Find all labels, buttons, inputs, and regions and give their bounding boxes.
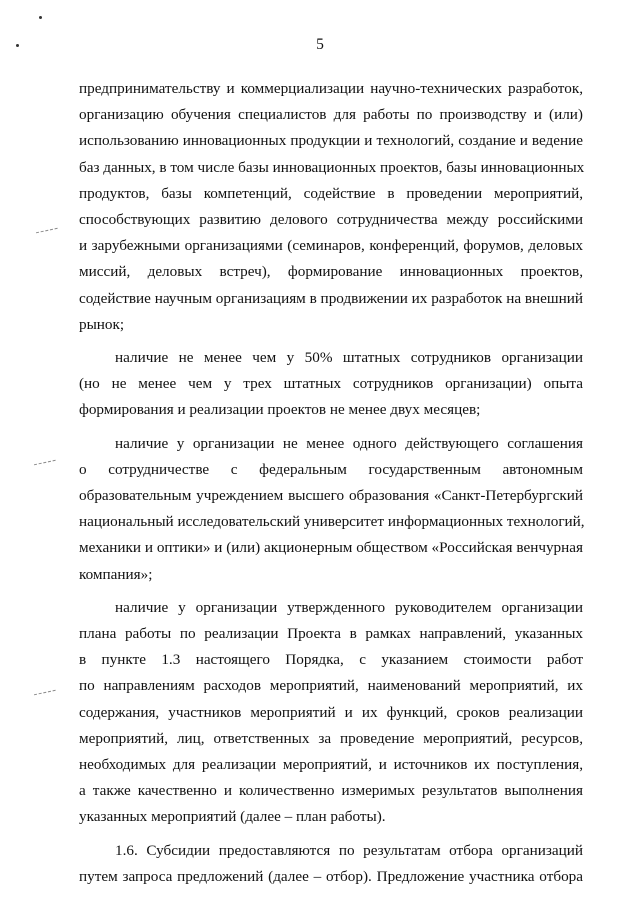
text-line: указанных мероприятий (далее – план работы). [79,808,386,826]
text-line: необходимых для реализации мероприятий, и источников их поступления, [79,756,583,774]
text-line: компания»; [79,565,153,583]
text-line: мероприятий, лиц, ответственных за проведение мероприятий, ресурсов, [79,729,583,747]
text-line: использованию инновационных продукции и технологий, создание и ведение [79,132,583,150]
text-line: о сотрудничестве с федеральным государственным автономным [79,460,583,478]
text-line: предпринимательству и коммерциализации научно-технических разработок, [79,80,583,97]
text-line: баз данных, в том числе базы инновационных проектов, базы инновационных [79,158,585,176]
text-line: организацию обучения специалистов для работы по производству и (или) [79,106,583,124]
paragraph-3 [79,431,583,588]
text-line: миссий, деловых встреч), формирование инновационных проектов, [79,263,583,281]
text-line: (но не менее чем у трех штатных сотрудников организации) опыта [79,375,583,393]
text-line: продуктов, базы компетенций, содействие в проведении мероприятий, [79,184,583,202]
text-line: наличие не менее чем у 50% штатных сотрудников организации [115,349,583,367]
text-line: содержания, участников мероприятий и их функций, сроков реализации [79,703,583,721]
margin-mark [34,460,56,468]
text-line: 1.6. Субсидии предоставляются по результатам отбора организаций [115,841,583,859]
text-line: путем запроса предложений (далее – отбор). Предложение участника отбора [79,867,583,885]
text-line: формирования и реализации проектов не менее двух месяцев; [79,401,481,419]
text-line: наличие у организации не менее одного действующего соглашения [115,434,583,452]
text-line: плана работы по реализации Проекта в рамках направлений, указанных [79,625,583,643]
paragraph-2 [79,345,583,424]
paragraph-1 [79,76,583,338]
text-line: и зарубежными организациями (семинаров, конференций, форумов, деловых [79,237,583,255]
paragraph-5 [79,838,583,890]
margin-mark [34,690,56,698]
document-body [79,76,583,890]
text-line: национальный исследовательский университет информационных технологий, [79,513,585,531]
text-line: в пункте 1.3 настоящего Порядка, с указанием стоимости работ [79,651,583,669]
text-line: способствующих развитию делового сотрудничества между российскими [79,211,583,229]
page-number: 5 [316,36,324,53]
text-line: наличие у организации утвержденного руководителем организации [115,598,583,616]
text-line: а также качественно и количественно измеримых результатов выполнения [79,782,583,800]
paragraph-4 [79,595,583,831]
text-line: образовательным учреждением высшего образования «Санкт-Петербургский [79,487,583,505]
text-line: содействие научным организациям в продвижении их разработок на внешний [79,289,583,307]
margin-mark [36,228,58,236]
text-line: по направлениям расходов мероприятий, наименований мероприятий, их [79,677,583,695]
scan-speck [39,16,42,19]
text-line: механики и оптики» и (или) акционерным обществом «Российская венчурная [79,539,583,557]
text-line: рынок; [79,315,125,333]
